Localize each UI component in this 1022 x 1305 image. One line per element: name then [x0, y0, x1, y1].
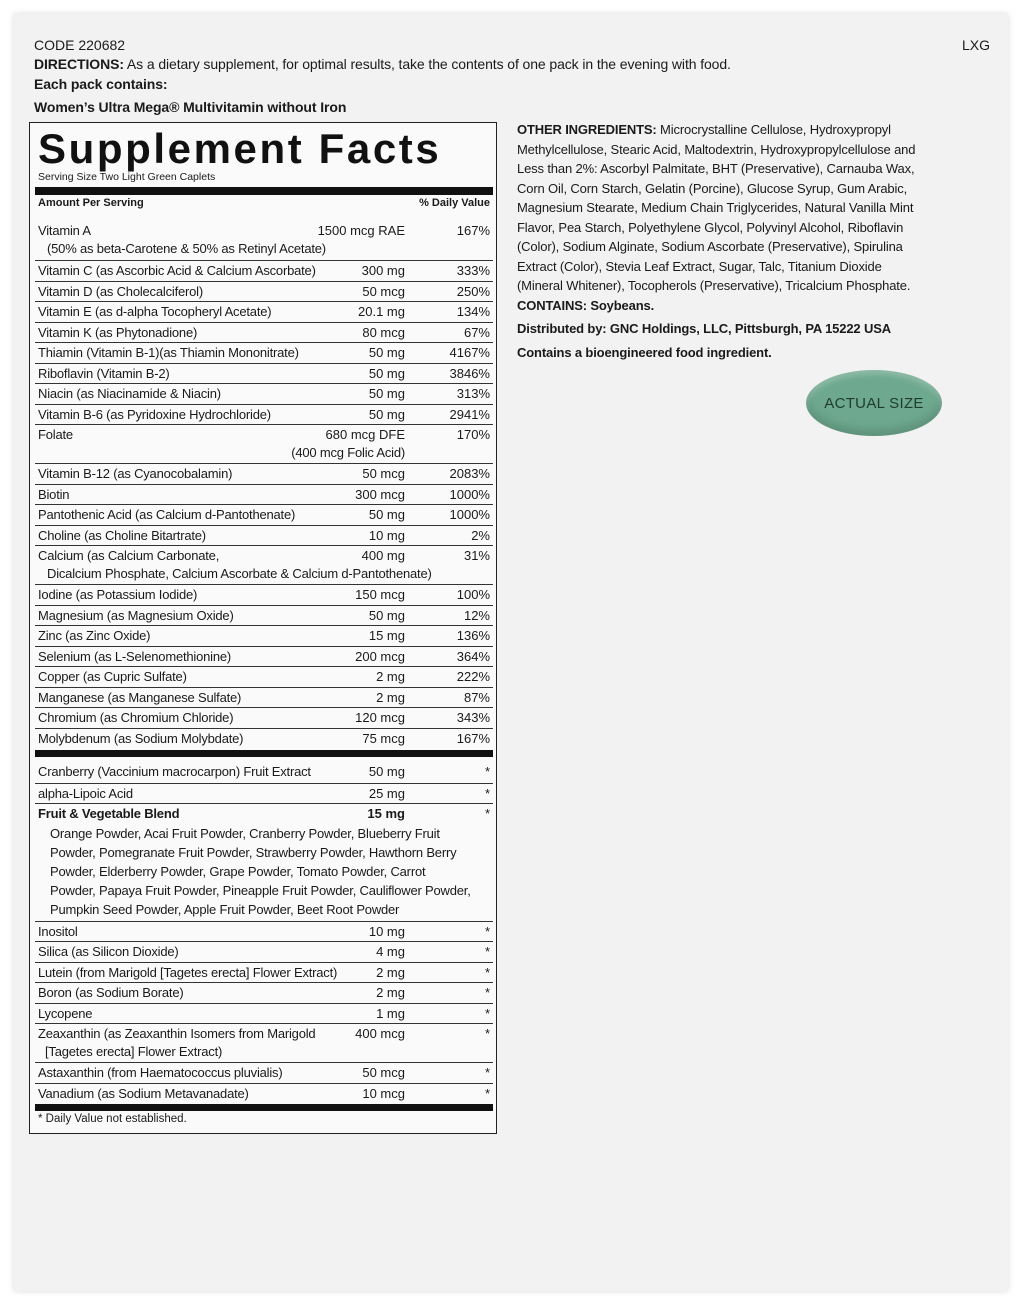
nutrient-row: [35, 941, 493, 962]
amount-per-serving-header: Amount Per Serving: [38, 197, 144, 209]
nutrient-amount: 50 mg: [368, 406, 405, 422]
nutrient-name: Vitamin E (as d-alpha Tocopheryl Acetate): [38, 304, 272, 319]
nutrient-row: [35, 687, 493, 708]
nutrient-row: [35, 484, 493, 505]
nutrient-amount: 400 mcg: [355, 1026, 405, 1041]
nutrient-daily-value: *: [484, 944, 490, 959]
nutrient-daily-value: *: [484, 964, 490, 980]
nutrient-amount: 50 mg: [368, 365, 405, 381]
thick-divider: [35, 187, 493, 195]
actual-size-caplet: [806, 370, 942, 436]
nutrient-daily-value: 170%: [456, 427, 490, 442]
nutrient-row: [35, 1003, 493, 1024]
nutrient-daily-value: 134%: [456, 304, 490, 319]
nutrient-name: Vitamin B-12 (as Cyanocobalamin): [38, 466, 233, 481]
nutrient-name: Folate: [38, 427, 73, 442]
footnote: * Daily Value not established.: [38, 1113, 187, 1125]
blend-ingredients-line: Orange Powder, Acai Fruit Powder, Cranberry Powder, Blueberry Fruit: [50, 825, 440, 841]
other-line-0: Microcrystalline Cellulose, Hydroxypropyl: [656, 122, 891, 137]
other-line-8: (Mineral Whitener), Tocopherols (Preservative), Tricalcium Phosphate.: [517, 278, 911, 293]
nutrient-daily-value: *: [484, 1026, 490, 1041]
nutrient-amount: 2 mg: [376, 985, 405, 1000]
nutrient-row: [35, 322, 493, 343]
pack-contains: Each pack contains:: [34, 76, 168, 92]
other-ingredients: [517, 120, 987, 296]
nutrient-row: [35, 803, 493, 824]
nutrient-row: [35, 504, 493, 525]
nutrient-amount: 2 mg: [376, 669, 405, 684]
nutrient-daily-value: 313%: [456, 386, 490, 401]
nutrient-daily-value: 167%: [456, 730, 490, 746]
nutrient-name: Molybdenum (as Sodium Molybdate): [38, 730, 244, 746]
other-line-4: Magnesium Stearate, Medium Chain Triglycerides, Natural Vanilla Mint: [517, 200, 914, 215]
other-line-6: (Color), Sodium Alginate, Sodium Ascorbate (Preservative), Spirulina: [517, 239, 903, 254]
nutrient-amount: 50 mcg: [362, 1065, 405, 1080]
nutrient-daily-value: 3846%: [449, 365, 490, 381]
nutrient-name: Vitamin K (as Phytonadione): [38, 324, 198, 340]
contains-allergen: CONTAINS: Soybeans.: [517, 298, 655, 313]
nutrient-name: Chromium (as Chromium Chloride): [38, 710, 234, 725]
nutrient-amount: 80 mcg: [362, 324, 405, 340]
nutrient-name: Choline (as Choline Bitartrate): [38, 527, 206, 543]
nutrient-daily-value: *: [484, 985, 490, 1000]
blend-ingredients-line: Powder, Papaya Fruit Powder, Pineapple Fruit Powder, Cauliflower Powder,: [50, 882, 471, 898]
supplement-facts-title: Supplement Facts: [38, 125, 442, 172]
nutrient-name: Vanadium (as Sodium Metavanadate): [38, 1085, 249, 1101]
nutrient-name: Lutein (from Marigold [Tagetes erecta] Flower Extract): [38, 964, 338, 980]
nutrient-name: Calcium (as Calcium Carbonate,: [38, 548, 220, 563]
nutrient-row: [35, 921, 493, 942]
nutrient-name: Vitamin C (as Ascorbic Acid & Calcium Ascorbate): [38, 263, 316, 278]
other-line-7: Extract (Color), Stevia Leaf Extract, Sugar, Talc, Titanium Dioxide: [517, 258, 882, 274]
nutrient-name: Thiamin (Vitamin B-1)(as Thiamin Mononitrate): [38, 345, 299, 360]
nutrient-name: Inositol: [38, 923, 78, 939]
nutrient-amount: 15 mg: [367, 806, 405, 821]
nutrient-row: [35, 260, 493, 281]
nutrient-daily-value: *: [484, 764, 490, 779]
nutrient-row: [35, 463, 493, 484]
directions-label: DIRECTIONS:: [34, 56, 124, 72]
nutrient-daily-value: *: [484, 1005, 490, 1021]
nutrient-row: [35, 525, 493, 546]
directions: [34, 56, 731, 72]
nutrient-name: Vitamin B-6 (as Pyridoxine Hydrochloride): [38, 406, 271, 422]
nutrient-row: [35, 363, 493, 384]
nutrient-daily-value: 87%: [463, 689, 490, 705]
nutrient-daily-value: *: [484, 785, 490, 801]
nutrient-row: [35, 625, 493, 646]
nutrient-row: [35, 424, 493, 463]
nutrient-name: Selenium (as L-Selenomethionine): [38, 648, 232, 664]
nutrient-amount: 50 mg: [368, 345, 405, 360]
directions-text: As a dietary supplement, for optimal results, take the contents of one pack in the evening with food.: [123, 56, 731, 72]
nutrient-daily-value: 343%: [456, 710, 490, 725]
nutrient-row: [35, 584, 493, 605]
nutrient-amount: 50 mg: [368, 764, 405, 779]
nutrient-row: [35, 1083, 493, 1104]
thick-divider: [35, 1104, 493, 1111]
nutrient-amount: 50 mg: [368, 607, 405, 623]
nutrient-subtext: [Tagetes erecta] Flower Extract): [45, 1044, 223, 1059]
nutrient-row: [35, 545, 493, 584]
nutrient-name: Vitamin A: [38, 223, 91, 238]
nutrient-name: Manganese (as Manganese Sulfate): [38, 689, 242, 705]
nutrient-amount: 50 mg: [368, 386, 405, 401]
nutrient-row: [35, 762, 493, 783]
nutrient-name: Astaxanthin (from Haematococcus pluvialis): [38, 1065, 283, 1080]
nutrient-name: Biotin: [38, 486, 70, 502]
nutrient-row: [35, 1023, 493, 1062]
other-line-3: Corn Oil, Corn Starch, Gelatin (Porcine), Glucose Syrup, Gum Arabic,: [517, 180, 908, 196]
blend-ingredients-line: Powder, Pomegranate Fruit Powder, Strawberry Powder, Hawthorn Berry: [50, 844, 457, 860]
blend-ingredients-line: Powder, Elderberry Powder, Grape Powder, Tomato Powder, Carrot: [50, 863, 426, 879]
nutrient-amount: 50 mcg: [362, 466, 405, 481]
nutrient-name: Pantothenic Acid (as Calcium d-Pantothenate): [38, 507, 296, 522]
nutrient-row: [35, 221, 493, 260]
nutrient-amount: 4 mg: [376, 944, 405, 959]
nutrient-daily-value: 222%: [456, 669, 490, 684]
product-code: CODE 220682: [34, 37, 126, 53]
thick-divider: [35, 750, 493, 757]
nutrient-daily-value: 12%: [463, 607, 490, 623]
other-line-2: Less than 2%: Ascorbyl Palmitate, BHT (Preservative), Carnauba Wax,: [517, 161, 915, 176]
nutrient-daily-value: 2941%: [449, 406, 490, 422]
nutrient-name: Copper (as Cupric Sulfate): [38, 669, 187, 684]
nutrient-amount: 150 mcg: [355, 587, 405, 602]
nutrient-amount: 50 mcg: [362, 283, 405, 299]
nutrient-row: [35, 646, 493, 667]
other-line-1: Methylcellulose, Stearic Acid, Maltodextrin, Hydroxypropylcellulose and: [517, 141, 916, 157]
nutrient-name: Vitamin D (as Cholecalciferol): [38, 283, 203, 299]
nutrient-row: [35, 1062, 493, 1083]
nutrient-row: [35, 707, 493, 728]
nutrient-row: [35, 301, 493, 322]
nutrient-name: Iodine (as Potassium Iodide): [38, 587, 198, 602]
lot-code: LXG: [962, 37, 991, 53]
nutrient-daily-value: 167%: [456, 223, 490, 238]
nutrient-amount: 2 mg: [376, 689, 405, 705]
nutrient-daily-value: 2%: [471, 527, 490, 543]
nutrient-daily-value: *: [484, 1085, 490, 1101]
nutrient-amount: 680 mcg DFE: [325, 427, 405, 442]
nutrient-name: Boron (as Sodium Borate): [38, 985, 184, 1000]
product-name: Women’s Ultra Mega® Multivitamin without Iron: [34, 99, 347, 115]
nutrient-row: [35, 281, 493, 302]
nutrient-row: [35, 383, 493, 404]
nutrient-daily-value: *: [484, 1065, 490, 1080]
nutrient-daily-value: 1000%: [449, 486, 490, 502]
nutrient-row: [35, 342, 493, 363]
nutrient-amount: 50 mg: [368, 507, 405, 522]
nutrient-name: Zeaxanthin (as Zeaxanthin Isomers from Marigold: [38, 1026, 316, 1041]
nutrient-daily-value: 31%: [463, 548, 490, 563]
nutrient-amount: 1 mg: [376, 1005, 405, 1021]
nutrient-name: Lycopene: [38, 1005, 93, 1021]
nutrient-amount: 2 mg: [376, 964, 405, 980]
nutrient-amount: 20.1 mg: [358, 304, 405, 319]
nutrient-row: [35, 666, 493, 687]
nutrient-daily-value: 100%: [456, 587, 490, 602]
nutrient-amount: 10 mg: [368, 923, 405, 939]
nutrient-amount: 300 mcg: [355, 486, 405, 502]
nutrient-subtext: (400 mcg Folic Acid): [291, 445, 405, 460]
other-ingredients-label: OTHER INGREDIENTS:: [517, 122, 657, 137]
nutrient-subtext: (50% as beta-Carotene & 50% as Retinyl Acetate): [47, 241, 326, 256]
distributor: Distributed by: GNC Holdings, LLC, Pittsburgh, PA 15222 USA: [517, 321, 891, 336]
nutrient-daily-value: 67%: [463, 324, 490, 340]
nutrient-daily-value: 364%: [456, 648, 490, 664]
nutrient-amount: 400 mg: [361, 548, 405, 563]
bioengineered-notice: Contains a bioengineered food ingredient.: [517, 345, 772, 360]
nutrient-amount: 25 mg: [368, 785, 405, 801]
nutrient-name: Silica (as Silicon Dioxide): [38, 944, 179, 959]
nutrient-amount: 15 mg: [368, 628, 405, 643]
nutrient-daily-value: 136%: [456, 628, 490, 643]
serving-size: Serving Size Two Light Green Caplets: [38, 171, 216, 183]
nutrient-amount: 10 mg: [368, 527, 405, 543]
nutrient-name: Fruit & Vegetable Blend: [38, 806, 180, 821]
nutrient-row: [35, 404, 493, 425]
nutrient-amount: 10 mcg: [362, 1085, 405, 1101]
actual-size-label: ACTUAL SIZE: [824, 394, 924, 412]
nutrient-name: alpha-Lipoic Acid: [38, 785, 133, 801]
supplement-facts-panel: [29, 122, 497, 1134]
nutrient-amount: 120 mcg: [355, 710, 405, 725]
nutrient-amount: 75 mcg: [362, 730, 405, 746]
nutrient-name: Niacin (as Niacinamide & Niacin): [38, 386, 221, 401]
nutrient-row: [35, 982, 493, 1003]
daily-value-header: % Daily Value: [419, 197, 490, 209]
nutrient-amount: 200 mcg: [355, 648, 405, 664]
nutrient-row: [35, 605, 493, 626]
nutrient-daily-value: 1000%: [449, 507, 490, 522]
nutrient-daily-value: *: [484, 923, 490, 939]
nutrient-daily-value: 333%: [456, 263, 490, 278]
nutrient-daily-value: 4167%: [449, 345, 490, 360]
other-line-5: Flavor, Pea Starch, Polyethylene Glycol, Polyvinyl Alcohol, Riboflavin: [517, 219, 904, 235]
nutrient-subtext: Dicalcium Phosphate, Calcium Ascorbate & Calcium d-Pantothenate): [47, 566, 432, 581]
nutrient-amount: 300 mg: [361, 263, 405, 278]
nutrient-row: [35, 783, 493, 804]
nutrient-name: Magnesium (as Magnesium Oxide): [38, 607, 234, 623]
nutrient-row: [35, 728, 493, 749]
nutrient-name: Cranberry (Vaccinium macrocarpon) Fruit Extract: [38, 764, 311, 779]
nutrient-name: Zinc (as Zinc Oxide): [38, 628, 151, 643]
nutrient-daily-value: 250%: [456, 283, 490, 299]
nutrient-row: [35, 962, 493, 983]
nutrient-amount: 1500 mcg RAE: [317, 223, 405, 238]
nutrient-name: Riboflavin (Vitamin B-2): [38, 365, 170, 381]
nutrient-daily-value: 2083%: [449, 466, 490, 481]
nutrient-daily-value: *: [484, 806, 490, 821]
blend-ingredients-line: Pumpkin Seed Powder, Apple Fruit Powder, Beet Root Powder: [50, 901, 400, 917]
